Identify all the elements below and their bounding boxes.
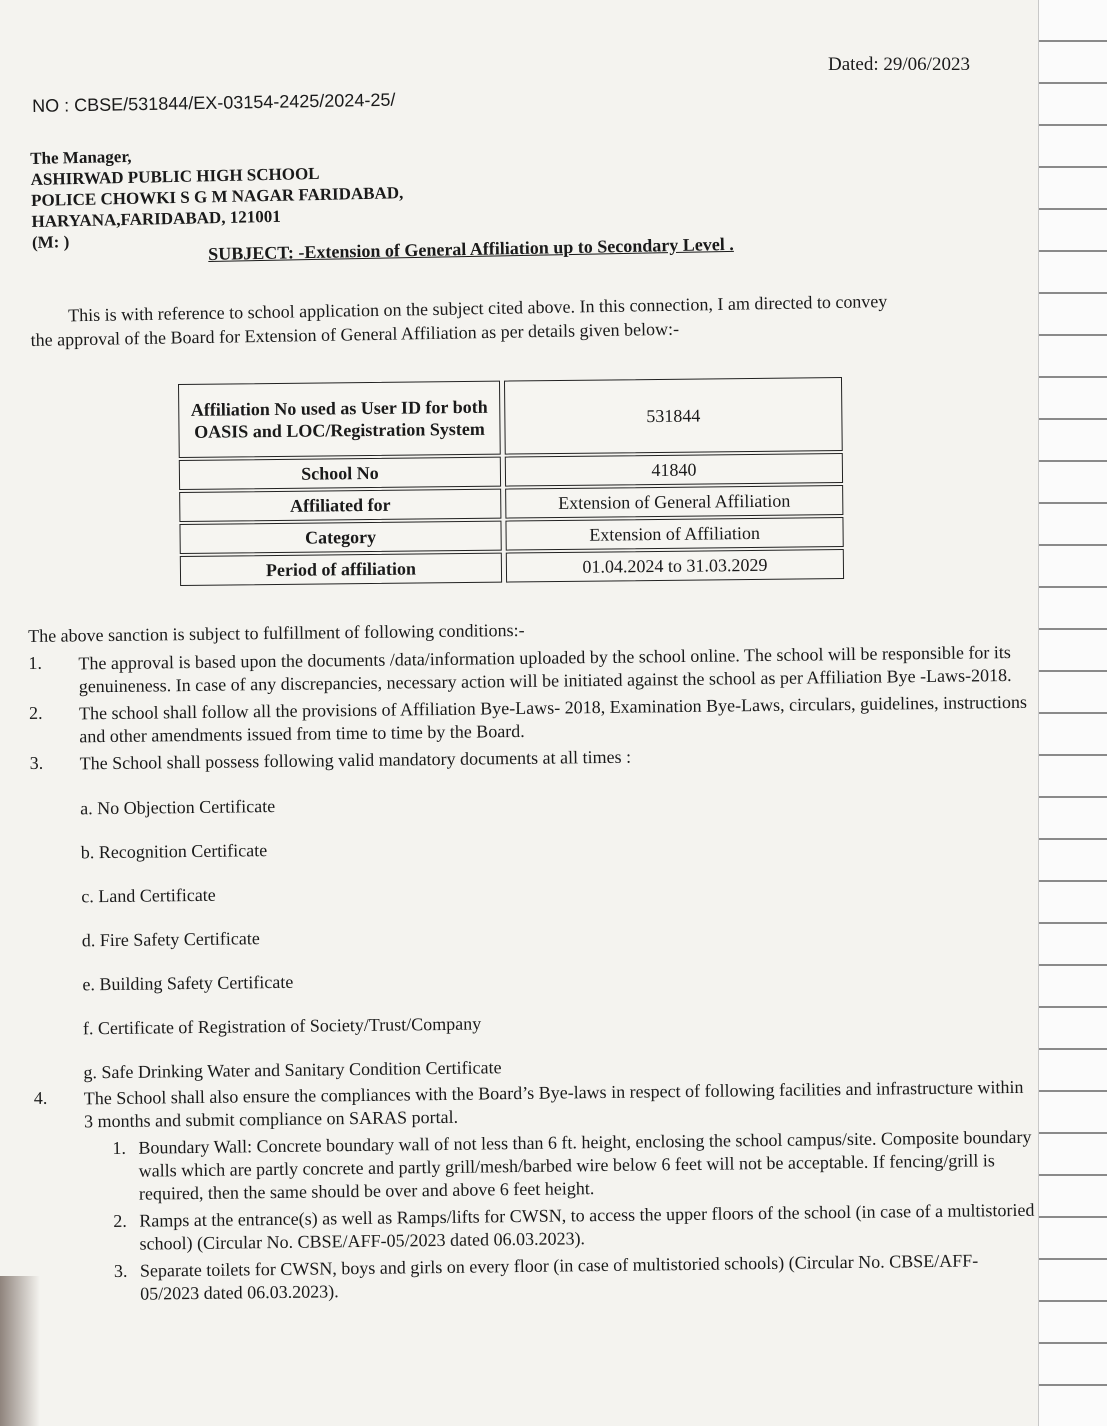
document-item: b. Recognition Certificate [80, 840, 268, 863]
document-item: a. No Objection Certificate [80, 795, 276, 819]
letter-date: Dated: 29/06/2023 [828, 54, 970, 75]
document-item: g. Safe Drinking Water and Sanitary Condition Certificate [83, 1057, 502, 1083]
item-number: 4. [33, 1087, 48, 1108]
list-item [34, 1076, 1034, 1134]
facility-text: Boundary Wall: Concrete boundary wall of not less than 6 ft. height, enclosing the school campus/site. Composite boundary walls which are partly concrete and partly grill/mesh/barbed wire below 6 feet will not be acceptable. If fencing/grill is required, then the same should be over and above 6 feet height. [138, 1126, 1032, 1204]
facility-number: 2. [113, 1210, 127, 1232]
table-label: Category [179, 521, 501, 554]
address-line: POLICE CHOWKI S G M NAGAR FARIDABAD, [30, 183, 404, 210]
table-row [179, 453, 859, 490]
ruled-paper-edge [1038, 0, 1107, 1426]
table-row [178, 377, 859, 458]
item-text: The school shall follow all the provisions of Affiliation Bye-Laws- 2018, Examination Bye-Laws, circulars, guidelines, instructions and other amendments issued from time to time by the Board. [78, 691, 1028, 747]
facility-number: 3. [113, 1260, 128, 1281]
item-number: 3. [29, 752, 44, 773]
facility-item [112, 1126, 1035, 1206]
subject-line: SUBJECT: -Extension of General Affiliation up to Secondary Level . [208, 233, 734, 264]
table-value: 531844 [504, 377, 843, 455]
affiliation-details-table [178, 377, 860, 588]
table-label: School No [179, 457, 501, 490]
document-item: e. Building Safety Certificate [82, 971, 294, 995]
intro-paragraph [30, 287, 1021, 352]
table-value: Extension of Affiliation [505, 517, 843, 551]
table-row [179, 485, 859, 522]
reference-number: NO : CBSE/531844/EX-03154-2425/2024-25/ [32, 89, 396, 116]
table-value: 41840 [505, 453, 843, 487]
page-shadow [0, 1276, 40, 1426]
intro-line: This is with reference to school application on the subject cited above. In this connection, I am directed to convey [68, 291, 888, 326]
conditions-section [28, 614, 1036, 1307]
facility-item [114, 1249, 1036, 1306]
facility-text: Ramps at the entrance(s) as well as Ramps/lifts for CWSN, to access the upper floors of the school (in case of a multistoried school) (Circular No. CBSE/AFF-05/2023 dated 06.03.2023). [139, 1199, 1035, 1254]
address-line: ASHIRWAD PUBLIC HIGH SCHOOL [30, 163, 320, 189]
address-line: (M: ) [31, 232, 70, 252]
table-label: Affiliation No used as User ID for both OASIS and LOC/Registration System [178, 381, 501, 458]
document-item: f. Certificate of Registration of Society/Trust/Company [82, 1013, 482, 1039]
document-item: d. Fire Safety Certificate [81, 928, 260, 951]
table-label: Period of affiliation [180, 553, 502, 586]
facility-item [113, 1199, 1035, 1256]
address-line: HARYANA,FARIDABAD, 121001 [31, 206, 281, 231]
recipient-address [30, 140, 404, 253]
item-number: 1. [28, 652, 43, 673]
table-value: Extension of General Affiliation [505, 485, 843, 519]
item-number: 2. [28, 702, 43, 723]
table-row [180, 549, 860, 586]
facility-text: Separate toilets for CWSN, boys and girls on every floor (in case of multistoried schools) (Circular No. CBSE/AFF-05/2023 dated 06.03.2023). [139, 1250, 979, 1304]
address-line: The Manager, [30, 146, 132, 168]
facility-number: 1. [112, 1137, 127, 1159]
table-label: Affiliated for [179, 489, 501, 522]
conditions-intro: The above sanction is subject to fulfillment of following conditions:- [28, 619, 525, 646]
item-text: The School shall also ensure the compliances with the Board’s Bye-laws in respect of following facilities and infrastructure within 3 months and submit compliance on SARAS portal. [83, 1076, 1024, 1132]
table-value: 01.04.2024 to 31.03.2029 [506, 549, 844, 583]
document-item: c. Land Certificate [81, 884, 216, 907]
list-item [28, 641, 1028, 699]
list-item [29, 691, 1029, 749]
item-text: The approval is based upon the documents /data/information uploaded by the school online. The school will be responsible for its genuineness. In case of any discrepancies, necessary action will be initiated against the school as per Affiliation Bye -Laws-2018. [78, 641, 1012, 697]
intro-line: the approval of the Board for Extension of General Affiliation as per details given below:- [30, 318, 680, 350]
table-row [179, 517, 859, 554]
item-text: The School shall possess following valid mandatory documents at all times : [79, 746, 632, 774]
